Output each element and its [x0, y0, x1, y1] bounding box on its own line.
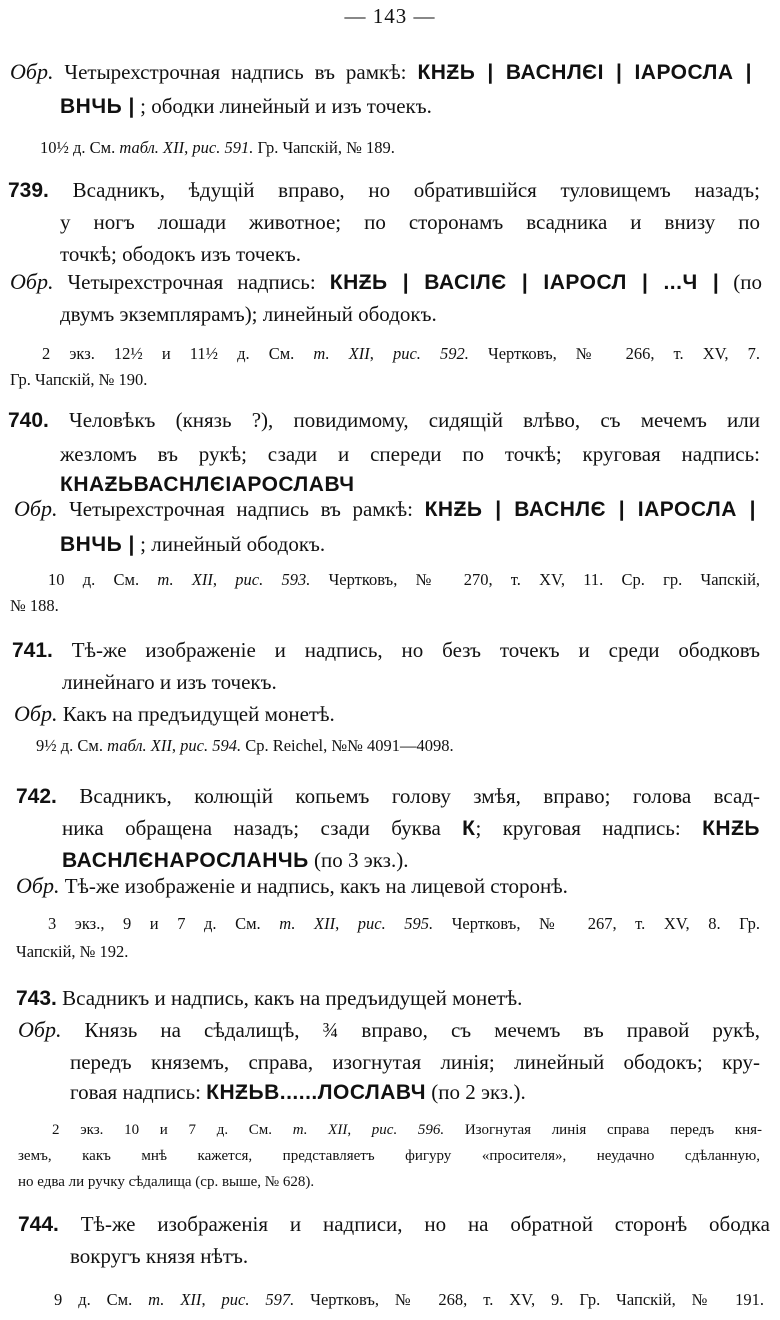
text-segment: 9½ д. См. [36, 736, 108, 755]
entry-number: 743. [16, 987, 57, 1010]
text-segment: Человѣкъ (князь ?), повидимому, сидящій влѣво, съ мечемъ или [48, 408, 760, 432]
text-segment: Чертковъ, № 270, т. XV, 11. Ср. гр. Чапскій, [310, 570, 761, 589]
text-line-entry-740-0 [8, 406, 760, 435]
text-segment: Какъ на предъидущей монетѣ. [57, 702, 335, 726]
reverse-label: Обр. [16, 873, 60, 898]
text-line-entry-739-0 [8, 176, 760, 205]
text-line-obr-743-2 [70, 1078, 620, 1107]
text-segment: Чапскій, № 192. [16, 942, 129, 961]
text-line-obr-739-1 [60, 300, 510, 328]
text-segment: Тѣ-же изображеніе и надпись, какъ на лицевой сторонѣ. [59, 874, 568, 898]
text-segment: 3 экз., 9 и 7 д. См. [48, 914, 280, 933]
text-segment: , [335, 914, 358, 933]
text-segment: Гр. Чапскій, № 190. [10, 370, 148, 389]
text-line-obr-742-0 [16, 872, 696, 900]
entry-number: 739. [8, 179, 49, 202]
entry-number: 744. [18, 1213, 59, 1236]
text-line-entry-741-1 [62, 668, 352, 696]
text-line-obr-741-0 [14, 700, 414, 728]
text-segment: рис. 593. [235, 570, 311, 589]
text-segment: Чертковъ, № 267, т. XV, 8. Гр. [433, 914, 761, 933]
page-number: — 143 — [344, 4, 436, 28]
text-segment: жезломъ въ рукѣ; сзади и спереди по точкѣ; круговая надпись: [60, 442, 760, 466]
text-segment: 10½ д. См. [40, 138, 120, 157]
text-segment: Четырехстрочная надпись въ рамкѣ: [57, 497, 425, 521]
text-segment: Ср. Reichel, №№ 4091—4098. [241, 736, 454, 755]
text-line-entry-741-0 [12, 636, 760, 665]
text-segment: Всадникъ и надпись, какъ на предъидущей монетѣ. [56, 986, 523, 1010]
inscription: КНƵЬ [702, 817, 760, 840]
inscription: КНƵЬ | ВАСНЛЄ | ІАРОСЛА | [424, 498, 756, 521]
inscription: ВНЧЬ | [60, 95, 135, 118]
text-segment: двумъ экземплярамъ); линейный ободокъ. [60, 302, 437, 326]
inscription: КНƵЬ | ВАСНЛЄІ | ІАРОСЛА | [417, 61, 752, 84]
text-line-obr-743-1 [70, 1048, 760, 1076]
text-line-obr-top-1 [60, 92, 508, 121]
text-line-entry-742-0 [16, 782, 760, 811]
reverse-label: Обр. [10, 269, 54, 294]
note-line-note-top-0 [40, 136, 580, 160]
text-segment: Изогнутая линія справа передъ кня- [444, 1122, 763, 1138]
text-segment: Тѣ-же изображенія и надписи, но на обратной сторонѣ ободка [58, 1212, 770, 1236]
text-segment: Всадникъ, ѣдущій вправо, но обратившійся туловищемъ назадъ; [48, 178, 760, 202]
text-segment: , [184, 138, 193, 157]
text-segment: говая надпись: [70, 1080, 207, 1104]
inscription: ВАСНЛЄНАРОСЛАНЧЬ [62, 849, 309, 872]
text-line-entry-742-2 [62, 846, 452, 875]
reverse-label: Обр. [18, 1017, 62, 1042]
text-segment: Чертковъ, № 266, т. XV, 7. [468, 344, 760, 363]
text-segment: вокругъ князя нѣтъ. [70, 1244, 249, 1268]
text-segment: рис. 597. [221, 1290, 295, 1309]
text-segment: т. XII [313, 344, 370, 363]
text-segment: ника обращена назадъ; сзади буква [62, 816, 463, 840]
text-segment: Четырехстрочная надпись: [53, 270, 330, 294]
text-segment: 2 экз. 12½ и 11½ д. См. [42, 344, 314, 363]
text-segment: (по [719, 270, 763, 294]
text-segment: ; круговая надпись: [475, 816, 703, 840]
text-segment: рис. 591. [192, 138, 254, 157]
entry-number: 742. [16, 785, 57, 808]
text-segment: линейнаго и изъ точекъ. [62, 670, 277, 694]
text-segment: но едва ли ручку сѣдалища (ср. выше, № 628). [18, 1174, 315, 1190]
text-segment: , [201, 1290, 222, 1309]
note-line-note-739-1 [10, 368, 230, 392]
text-line-entry-744-0 [18, 1210, 770, 1239]
text-segment: Четырехстрочная надпись въ рамкѣ: [53, 60, 418, 84]
text-line-entry-743-0 [16, 984, 616, 1013]
text-line-entry-739-1 [60, 208, 760, 236]
entry-number: 740. [8, 409, 49, 432]
text-segment: ; ободки линейный и изъ точекъ. [134, 94, 432, 118]
note-line-note-743-1 [18, 1144, 760, 1168]
text-segment: (по 2 экз.). [425, 1080, 526, 1104]
reverse-label: Обр. [10, 59, 54, 84]
text-segment: т. XII [292, 1122, 348, 1138]
entry-number: 741. [12, 639, 53, 662]
text-segment: , [212, 570, 236, 589]
text-segment: земъ, какъ мнѣ кажется, представляетъ фигуру «просителя», неудачно сдѣланную, [18, 1148, 760, 1164]
text-line-entry-740-1 [60, 440, 760, 468]
text-segment: 9 д. См. [54, 1290, 149, 1309]
text-line-obr-740-0 [14, 495, 756, 524]
text-segment: , [369, 344, 393, 363]
text-segment: рис. 592. [392, 344, 469, 363]
reverse-label: Обр. [14, 701, 58, 726]
text-segment: рис. 594. [180, 736, 242, 755]
text-segment: , [347, 1122, 372, 1138]
text-segment: Тѣ-же изображеніе и надпись, но безъ точекъ и среди ободковъ [52, 638, 760, 662]
text-segment: № 188. [10, 596, 59, 615]
text-line-entry-744-1 [70, 1242, 300, 1270]
text-segment: Чертковъ, № 268, т. XV, 9. Гр. Чапскій, № 191. [294, 1290, 765, 1309]
inscription: КНАƵЬВАСНЛЄІАРОСЛАВЧ [60, 473, 355, 496]
text-segment: т. XII [148, 1290, 202, 1309]
text-segment: т. XII [157, 570, 213, 589]
text-segment: 2 экз. 10 и 7 д. См. [52, 1122, 293, 1138]
text-segment: , [171, 736, 181, 755]
text-segment: табл. XII [119, 138, 185, 157]
inscription: КНƵЬ | ВАСІЛЄ | ІАРОСЛ | ...Ч | [329, 271, 720, 294]
text-line-obr-740-1 [60, 530, 380, 559]
text-segment: у ногъ лошади животное; по сторонамъ всадника и внизу по [60, 210, 760, 234]
note-line-note-743-2 [18, 1170, 478, 1194]
text-segment: (по 3 экз.). [308, 848, 409, 872]
text-line-entry-742-1 [62, 814, 760, 843]
text-line-obr-743-0 [18, 1016, 760, 1044]
text-segment: ; линейный ободокъ. [134, 532, 326, 556]
text-segment: 10 д. См. [48, 570, 158, 589]
inscription: ВНЧЬ | [60, 533, 135, 556]
text-segment: табл. XII [107, 736, 172, 755]
note-line-note-741-0 [36, 734, 696, 758]
note-line-note-739-0 [42, 342, 760, 366]
inscription: КНƵЬВ......ЛОСЛАВЧ [206, 1081, 426, 1104]
reverse-label: Обр. [14, 496, 58, 521]
note-line-note-742-0 [48, 912, 760, 936]
text-segment: т. XII [279, 914, 336, 933]
note-line-note-740-0 [48, 568, 760, 592]
text-line-obr-top-0 [10, 58, 752, 87]
text-segment: Всадникъ, колющій копьемъ голову змѣя, вправо; голова всад- [56, 784, 760, 808]
note-line-note-740-1 [10, 594, 90, 618]
text-line-obr-739-0 [10, 268, 762, 297]
text-segment: рис. 595. [357, 914, 434, 933]
note-line-note-742-1 [16, 940, 176, 964]
note-line-note-743-0 [52, 1118, 762, 1142]
text-segment: Князь на сѣдалищѣ, ¾ вправо, съ мечемъ въ правой рукѣ, [61, 1018, 760, 1042]
text-segment: рис. 596. [371, 1122, 445, 1138]
text-segment: точкѣ; ободокъ изъ точекъ. [60, 242, 302, 266]
text-segment: передъ княземъ, справа, изогнутая линія; линейный ободокъ; кру- [70, 1050, 760, 1074]
text-line-entry-739-2 [60, 240, 380, 268]
text-segment: Гр. Чапскій, № 189. [253, 138, 395, 157]
inscription: К [462, 817, 476, 840]
note-line-note-744-0 [54, 1288, 764, 1312]
